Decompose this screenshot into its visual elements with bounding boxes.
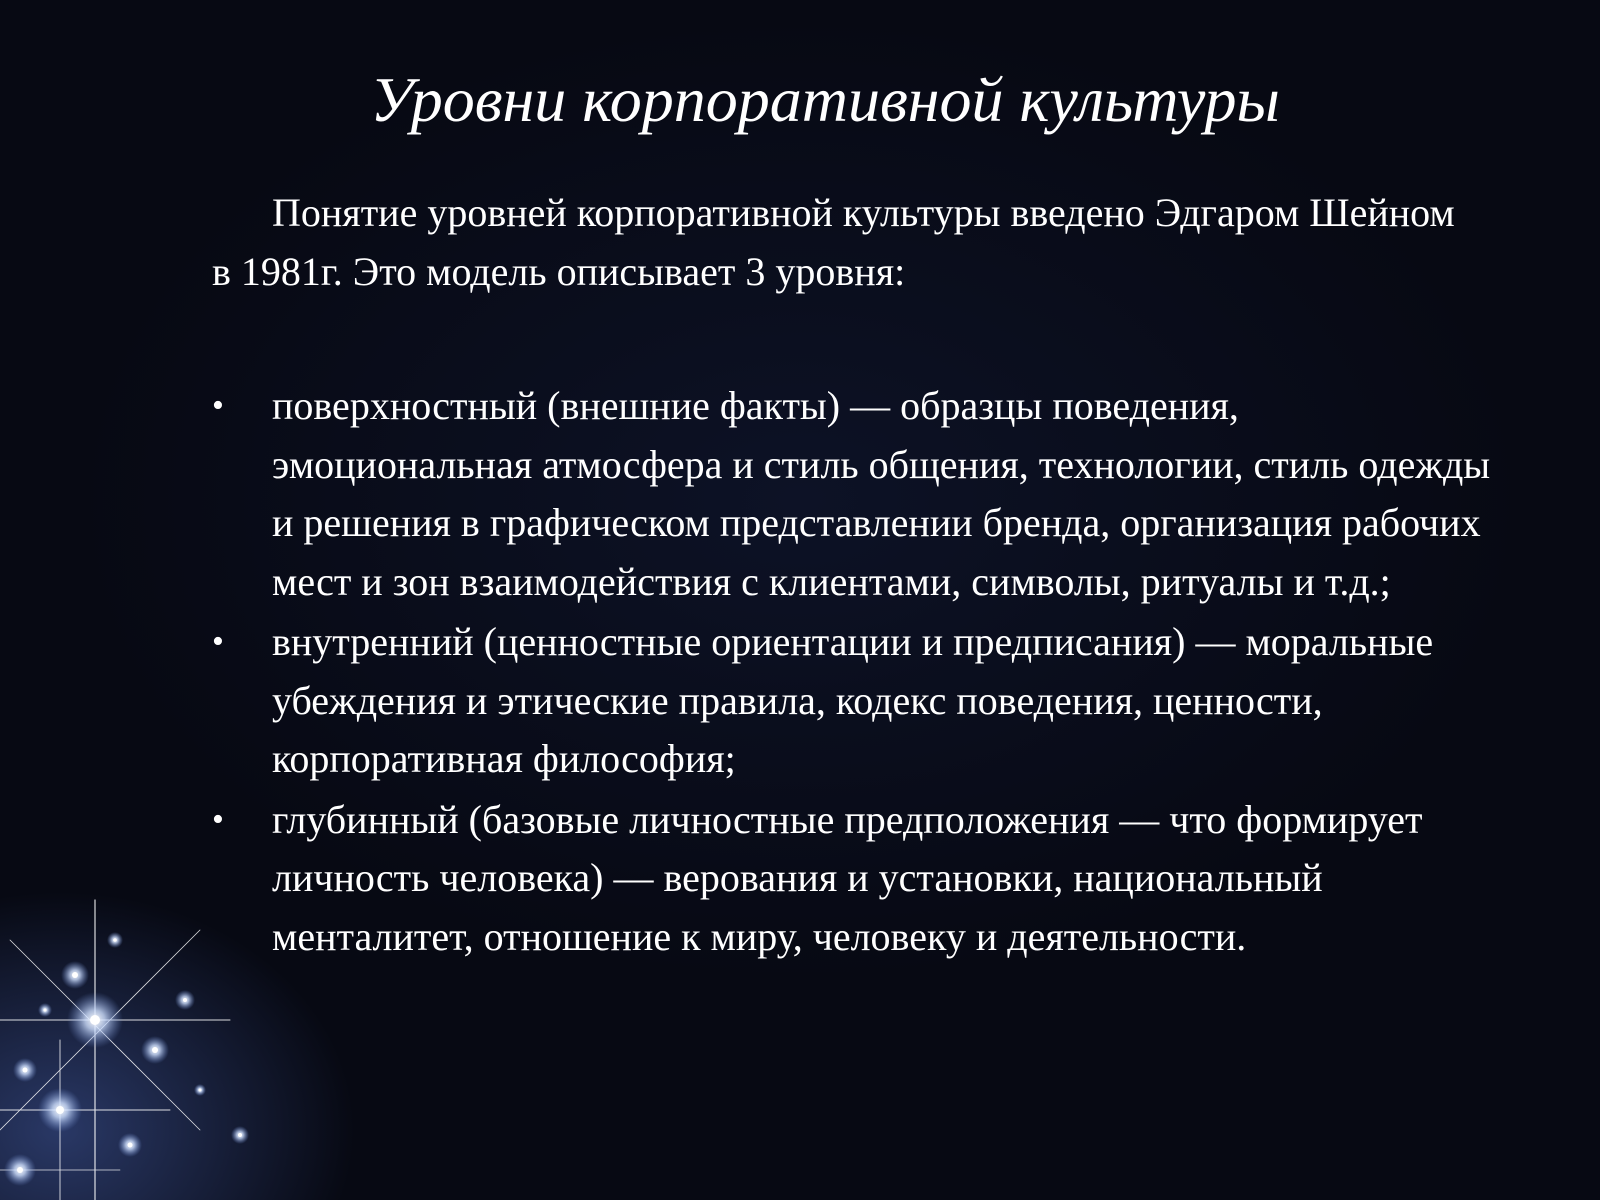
list-item-text: глубинный (базовые личностные предположения — что формирует личность человека) — верования и установки, национальный менталитет, отношение к миру, человеку и деятельности.	[272, 796, 1423, 959]
list-item	[212, 791, 1502, 967]
list-item-text: внутренний (ценностные ориентации и предписания) — моральные убеждения и этические правила, кодекс поведения, ценности, корпоративная философия;	[272, 619, 1434, 781]
list-item	[212, 377, 1502, 611]
bullet-icon: •	[212, 387, 224, 424]
bullet-icon: •	[212, 623, 224, 660]
bullet-list	[212, 377, 1502, 968]
intro-paragraph: Понятие уровней корпоративной культуры введено Эдгаром Шейном в 1981г. Это модель описывает 3 уровня:	[212, 190, 1455, 294]
list-item-text: поверхностный (внешние факты) — образцы поведения, эмоциональная атмосфера и стиль общения, технологии, стиль одежды и решения в графическом представлении бренда, организация рабочих мест и зон взаимодействия с клиентами, символы, ритуалы и т.д.;	[272, 383, 1491, 604]
slide-title: Уровни корпоративной культуры	[370, 64, 1280, 135]
list-item	[212, 613, 1502, 789]
bullet-icon: •	[212, 800, 224, 838]
